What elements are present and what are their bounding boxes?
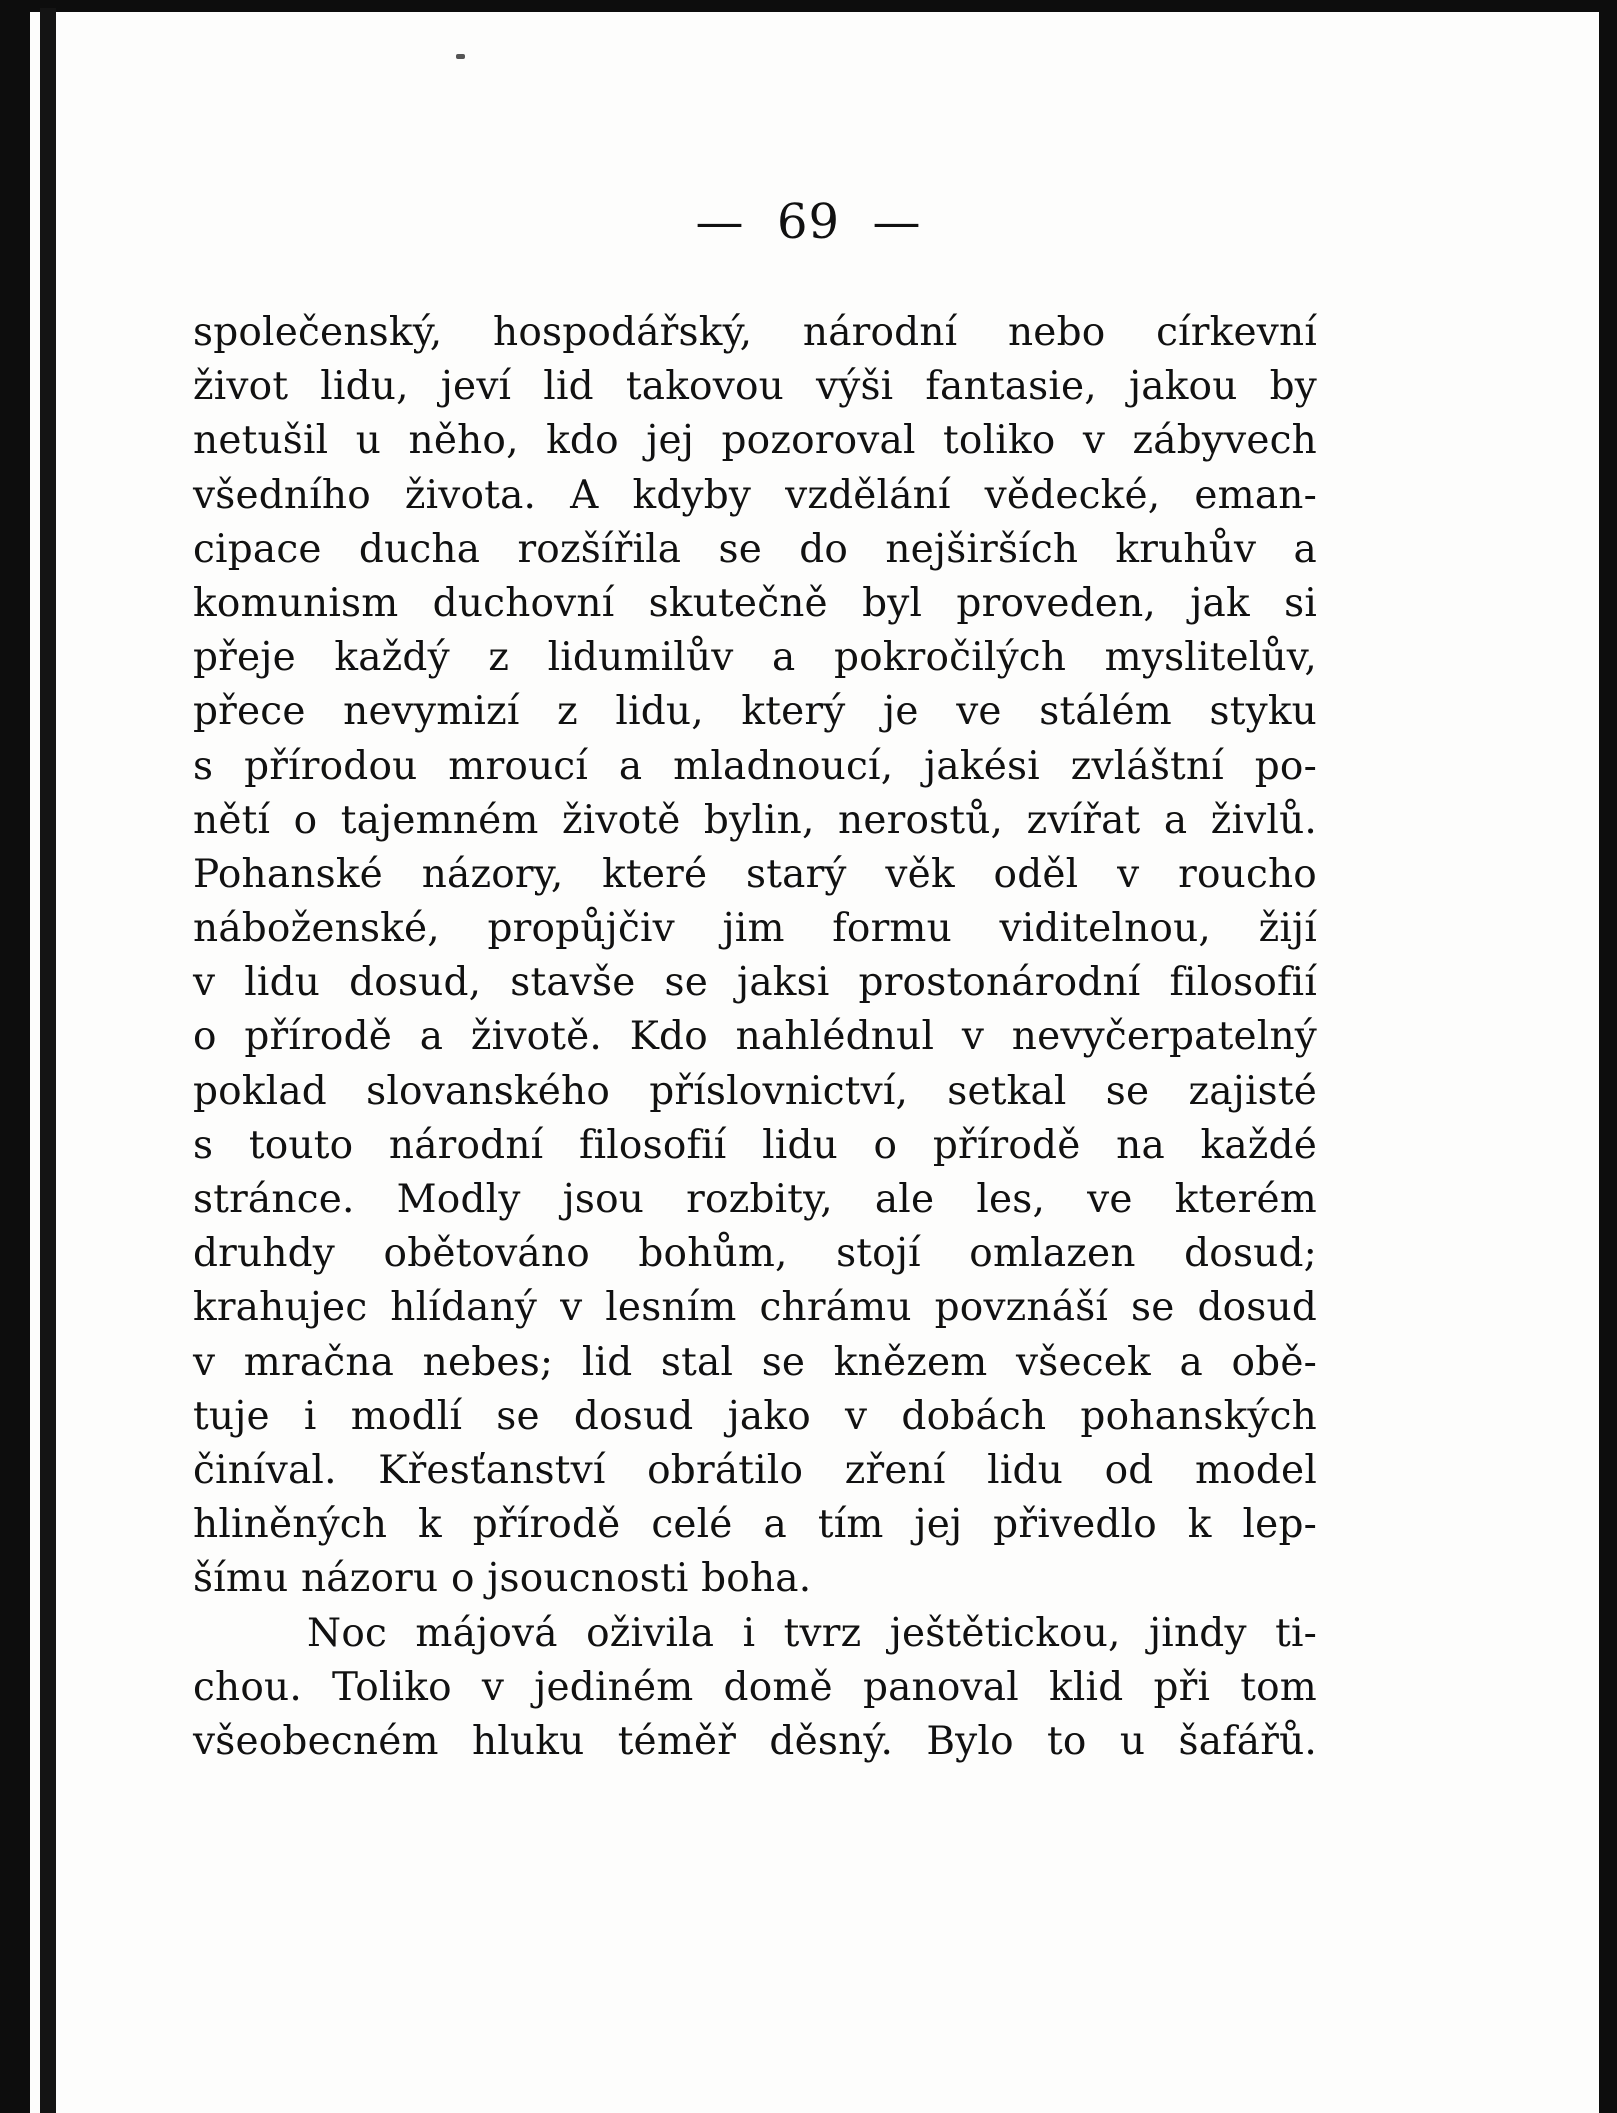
text-line: náboženské, propůjčiv jim formu viditelnou, žijí bbox=[193, 906, 1317, 952]
text-line: tuje i modlí se dosud jako v dobách pohanských bbox=[193, 1393, 1317, 1439]
text-line: hliněných k přírodě celé a tím jej přivedlo k lep- bbox=[193, 1502, 1317, 1548]
body-text bbox=[193, 306, 1317, 1769]
text-line: společenský, hospodářský, národní nebo církevní bbox=[193, 310, 1317, 355]
text-line: přece nevymizí z lidu, který je ve stálém styku bbox=[193, 689, 1317, 735]
scan-border-right bbox=[1599, 0, 1617, 2113]
text-line: život lidu, jeví lid takovou výši fantasie, jakou by bbox=[193, 364, 1317, 410]
text-line: Pohanské názory, které starý věk oděl v roucho bbox=[193, 851, 1317, 897]
text-line-paragraph-end: šímu názoru o jsoucnosti boha. bbox=[193, 1556, 812, 1602]
text-line: poklad slovanského příslovnictví, setkal se zajisté bbox=[193, 1068, 1317, 1114]
text-line: činíval. Křesťanství obrátilo zření lidu od model bbox=[193, 1447, 1317, 1493]
scan-border-top bbox=[0, 0, 1617, 12]
text-line: cipace ducha rozšířila se do nejširších kruhův a bbox=[193, 526, 1317, 572]
text-line: o přírodě a životě. Kdo nahlédnul v nevyčerpatelný bbox=[193, 1014, 1317, 1060]
text-line: všeobecném hluku téměř děsný. Bylo to u šafářů. bbox=[193, 1718, 1317, 1764]
text-line: komunism duchovní skutečně byl proveden, jak si bbox=[193, 580, 1317, 626]
text-line-paragraph-start: Noc májová oživila i tvrz ještětickou, jindy ti- bbox=[307, 1610, 1317, 1656]
text-line: s přírodou mroucí a mladnoucí, jakési zvláštní po- bbox=[193, 743, 1317, 789]
scan-border-left bbox=[0, 0, 30, 2113]
text-line: všedního života. A kdyby vzdělání vědecké, eman- bbox=[193, 472, 1317, 518]
text-line: v mračna nebes; lid stal se knězem všecek a obě- bbox=[193, 1339, 1317, 1385]
page-number: — 69 — bbox=[695, 194, 922, 250]
text-line: chou. Toliko v jediném domě panoval klid při tom bbox=[193, 1664, 1317, 1710]
text-line: v lidu dosud, stavše se jaksi prostonárodní filosofií bbox=[193, 960, 1317, 1006]
text-line: stránce. Modly jsou rozbity, ale les, ve kterém bbox=[193, 1177, 1317, 1222]
scan-border-left-inner bbox=[40, 8, 56, 2113]
text-line: nětí o tajemném životě bylin, nerostů, zvířat a živlů. bbox=[193, 797, 1317, 843]
text-line: krahujec hlídaný v lesním chrámu povznáší se dosud bbox=[193, 1285, 1317, 1331]
text-line: přeje každý z lidumilův a pokročilých myslitelův, bbox=[193, 635, 1317, 681]
text-line: druhdy obětováno bohům, stojí omlazen dosud; bbox=[193, 1231, 1317, 1277]
text-line: netušil u něho, kdo jej pozoroval toliko v zábyvech bbox=[193, 418, 1317, 464]
scan-speck bbox=[456, 54, 465, 59]
text-line: s touto národní filosofií lidu o přírodě na každé bbox=[193, 1122, 1317, 1168]
